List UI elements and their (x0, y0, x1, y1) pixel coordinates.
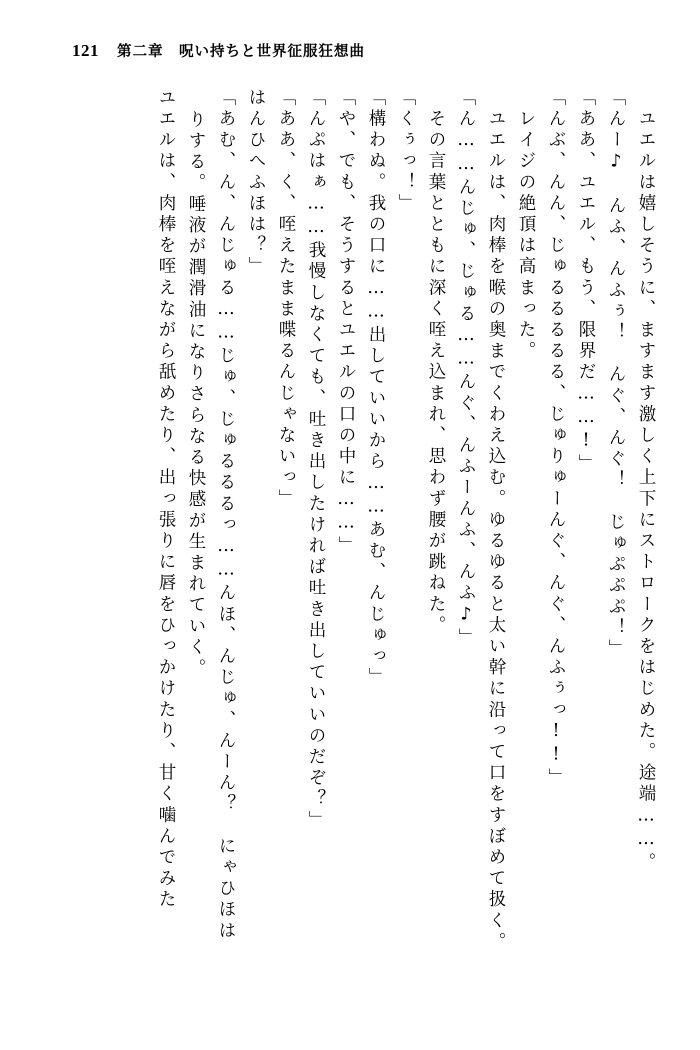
text-line: ユエルは、肉棒を喉の奥までくわえ込む。ゆるゆると太い幹に沿って口をすぼめて扱く。 (486, 88, 506, 954)
text-line: ユエルは、肉棒を咥えながら舐めたり、出っ張りに唇をひっかけたり、甘く噛んでみた (156, 88, 176, 911)
text-line: その言葉とともに深く咥え込まれ、思わず腰が跳ねた。 (426, 88, 446, 637)
text-line: 「構わぬ。我の口に……出していいから……あむ、んじゅっ」 (366, 88, 386, 689)
text-line: 「や、でも、そうするとユエルの口の中に……」 (336, 88, 356, 558)
text-line: レイジの絶頂は高まった。 (516, 88, 536, 363)
text-line: りする。唾液が潤滑油になりさらなる快感が生まれていく。 (186, 110, 206, 680)
page-number: 121 (72, 41, 99, 60)
text-line: 「あむ、ん、んじゅる……じゅ、じゅるるるっ……んほ、んじゅ、んーん？ にゃひほは (216, 88, 236, 942)
text-line: はんひへふほは？」 (246, 88, 266, 278)
page-header (72, 40, 365, 61)
text-line: 「んぶ、んん、じゅるるるるる、じゅりゅーんぐ、んぐ、んふぅっ!!」 (546, 88, 566, 790)
text-line: 「んー♪ んふ、んふぅ！ んぐ、んぐ！ じゅぷぷぷ！」 (606, 88, 626, 661)
chapter-title: 第二章 呪い持ちと世界征服狂想曲 (117, 43, 365, 60)
text-line: 「ん……んじゅ、じゅる……んぐ、んふーんふ、んふ♪」 (456, 88, 476, 650)
text-line: 「ああ、く、咥えたまま喋るんじゃないっ」 (276, 88, 296, 510)
text-line: 「んぷはぁ……我慢しなくても、吐き出したければ吐き出していいのだぞ？」 (306, 88, 326, 832)
text-line: ユエルは嬉しそうに、ますます激しく上下にストロークをはじめた。途端……。 (636, 88, 656, 874)
vertical-body-text (144, 88, 654, 988)
text-line: 「ああ、ユエル、もう、限界だ……!」 (576, 88, 596, 476)
text-line: 「くぅっ！」 (396, 88, 416, 215)
